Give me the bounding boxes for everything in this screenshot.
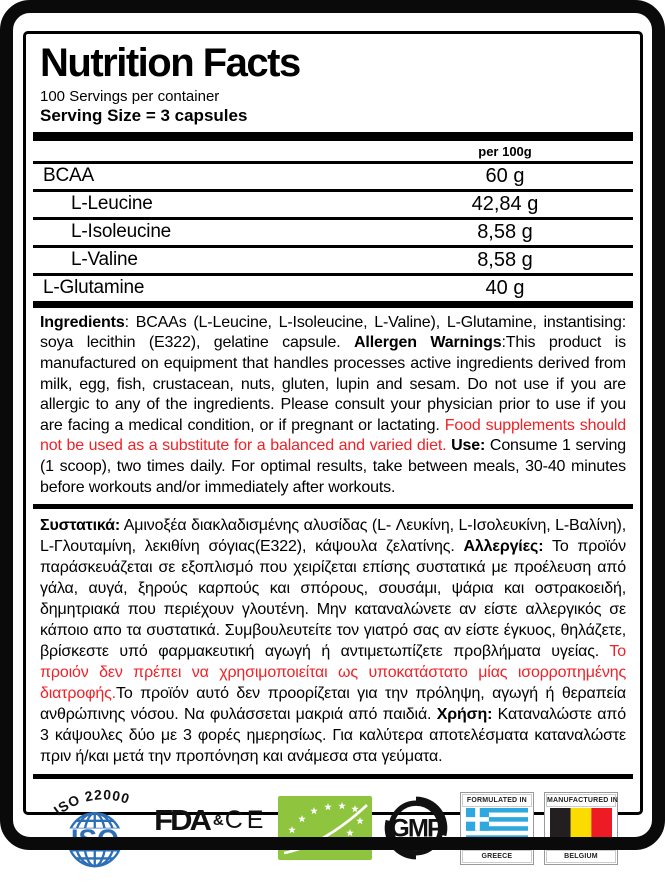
english-paragraph <box>26 308 640 504</box>
table-row <box>26 220 640 245</box>
use-label: Use: <box>451 437 486 455</box>
row-name: BCAA <box>43 165 94 187</box>
label-inner-panel <box>23 31 643 860</box>
fda-text: FDA <box>154 804 209 837</box>
greece-text: GREECE <box>462 850 532 863</box>
table-header-row <box>26 141 640 161</box>
belgium-text: BELGIUM <box>546 850 616 863</box>
greek-ingredients-text: Αμινοξέα διακλαδισμένης αλυσίδας (L- Λευκίνη, L-Ισολευκίνη, L-Βαλίνη), L-Γλουταμίνη, λεκιθίνη σόγιας(Ε322), κάψουλα ζελατίνης. <box>40 517 626 556</box>
iso-22000-icon <box>50 785 144 871</box>
divider-bar <box>33 301 633 308</box>
row-value: 8,58 g <box>477 248 533 271</box>
row-name: L-Isoleucine <box>71 221 172 243</box>
iso-globe-text: ISO <box>70 823 119 855</box>
greek-warning-red-text: Το προιόν δεν πρέπει να χρησιμοποιείται ως υποκατάστατο μίας ισορροπημένης διατροφής. <box>40 643 626 703</box>
row-name: L-Valine <box>71 249 138 271</box>
row-value: 60 g <box>485 164 525 187</box>
use-text: Consume 1 serving (1 scoop), two times daily. For optimal results, take between meals, 30-40 minutes before workouts and/or immediately after workouts. <box>40 437 626 496</box>
nutrition-table <box>26 141 640 301</box>
belgium-badge <box>544 792 618 865</box>
row-name: L-Glutamine <box>43 277 145 299</box>
greek-allergen-text: Το προϊόν παράσκευάζεται σε εξοπλισμό που χειρίζεται επίσης συστατικά με προέλευση από γάλα, αυγά, ξηρούς καρπούς και σπόρους, σουσάμι, ψάρια και οστρακοειδή, δημητριακά που περιέχουν γλουτένη. Μην καταναλώνετε αν είστε αλλεργικός σε κάποιο απο τα συστατικά. Συμβουλευτείτε τον γιατρό σας αν είστε έγκυος, θηλάζετε, βρίσκεστε υπό φαρμακευτική αγωγή ή αντιμετωπίζετε προβλήματα υγείας. <box>40 538 626 661</box>
table-row <box>26 192 640 217</box>
allergen-label: Allergen Warnings <box>354 334 502 352</box>
ingredients-label: Ingredients <box>40 313 125 331</box>
ingredients-text: : BCAAs (L-Leucine, L-Isoleucine, L-Valine), L-Glutamine, instantising: soya lecithin (E322), gelatine capsule. <box>40 313 626 352</box>
servings-per-container: 100 Servings per container <box>40 87 220 105</box>
greece-flag-icon <box>466 808 528 849</box>
label-header <box>26 34 640 132</box>
fda-ce-registered-icon <box>154 805 267 852</box>
row-value: 8,58 g <box>477 220 533 243</box>
ampersand-text: & <box>212 811 224 829</box>
ce-mark-text: CE <box>224 805 268 834</box>
table-row <box>26 248 640 273</box>
row-value: 40 g <box>485 276 525 299</box>
gmp-seal-icon <box>382 794 450 862</box>
greek-allergen-label: Αλλεργίες: <box>463 538 544 556</box>
warning-red-text: Food supplements should not be used as a substitute for a balanced and varied diet. <box>40 416 626 455</box>
row-name: L-Leucine <box>71 193 153 215</box>
row-value: 42,84 g <box>471 192 539 215</box>
greek-paragraph <box>26 509 640 774</box>
divider-bar <box>33 132 633 141</box>
certification-logos-row <box>26 779 640 883</box>
table-row <box>26 276 640 301</box>
allergen-text: :This product is manufactured on equipment that handles processes active ingredients derived from milk, egg, fish, crustacean, nuts, gluten, lupin and sesam. Do not use if you are allergic to any of the ingredients. Please consult your physician prior to use if you are facing a medical condition, or if pregnant or lactating. <box>40 334 626 434</box>
formulated-in-text: FORMULATED IN <box>462 794 532 807</box>
greek-use-text: Καταναλώστε από 3 κάψουλες δύο με 3 φορές ημερησίως. Για καλύτερα αποτελέσματα καταναλώστε πριν ή/και μετά την προπόνηση και ανάμεσα στα γεύματα. <box>40 706 627 766</box>
greek-use-label: Χρήση: <box>436 706 493 724</box>
registered-text: REGISTERED <box>154 837 242 852</box>
fda-ce-line <box>154 805 267 836</box>
eu-organic-leaf-icon <box>278 796 372 860</box>
iso-arc-text: ISO 22000 <box>50 786 133 819</box>
greek-after-warning-text: Το προϊόν αυτό δεν προορίζεται για την πρόληψη, αγωγή ή θεραπεία ανθρώπινης νόσου. Να φυλάσσεται μακριά από παιδιά. <box>40 685 626 724</box>
serving-size: Serving Size = 3 capsules <box>40 105 248 125</box>
table-row <box>26 164 640 189</box>
greek-ingredients-label: Συστατικά: <box>40 517 121 535</box>
page-title: Nutrition Facts <box>40 41 300 85</box>
column-header: per 100g <box>478 143 532 159</box>
greece-badge <box>460 792 534 865</box>
manufactured-in-text: MANUFACTURED IN <box>546 794 616 807</box>
gmp-text: GMP <box>389 814 442 843</box>
belgium-flag-icon <box>550 808 612 849</box>
